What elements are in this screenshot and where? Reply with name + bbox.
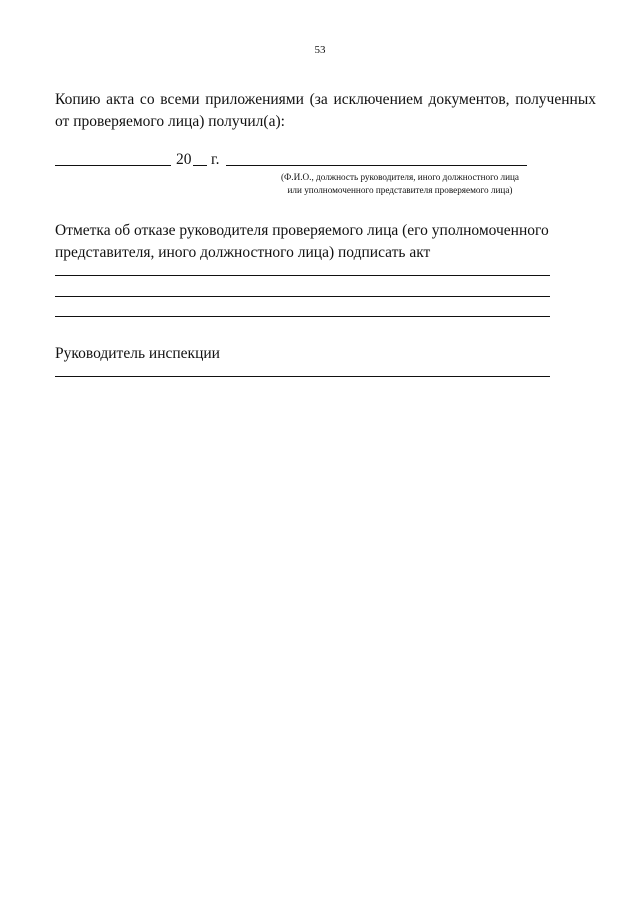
signature-note: [250, 171, 550, 197]
refusal-line-1: [55, 275, 550, 276]
year-prefix: 20: [176, 151, 192, 168]
refusal-line-2: [55, 296, 550, 297]
date-day-month-blank: [55, 165, 171, 166]
inspection-head-label: Руководитель инспекции: [55, 345, 220, 362]
refusal-text: Отметка об отказе руководителя проверяемого лица (его уполномоченного представителя, иного должностного лица) подписать акт: [55, 222, 549, 261]
year-blank: [193, 165, 207, 166]
signature-note-line-2: или уполномоченного представителя проверяемого лица): [287, 185, 513, 195]
inspection-head-line: [55, 376, 550, 377]
page-number: 53: [314, 44, 326, 56]
copy-received-text: Копию акта со всеми приложениями (за исключением документов, полученных от проверяемого лица) получил(а):: [55, 91, 596, 130]
signature-blank: [226, 165, 527, 166]
year-suffix: г.: [211, 151, 220, 168]
refusal-line-3: [55, 316, 550, 317]
date-signature-row: [0, 151, 640, 173]
signature-note-line-1: (Ф.И.О., должность руководителя, иного должностного лица: [280, 172, 520, 182]
